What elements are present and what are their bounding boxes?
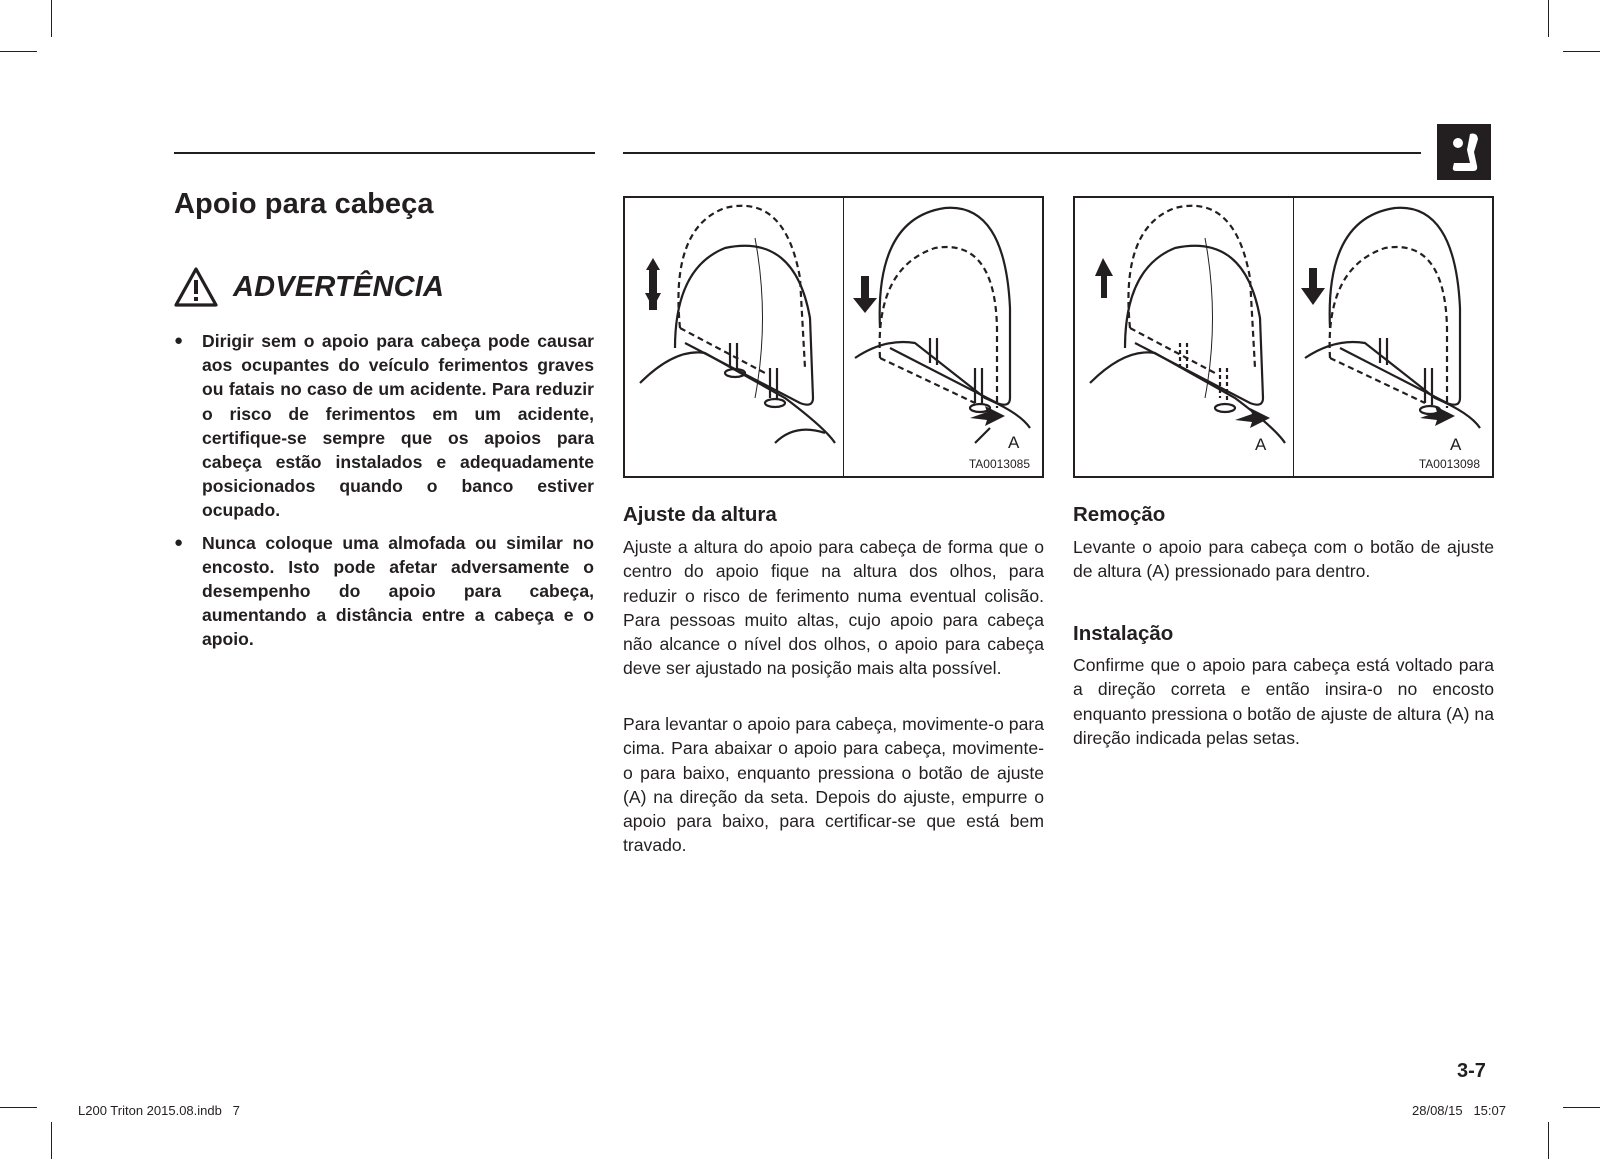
figure-code: TA0013098 <box>1418 457 1480 471</box>
figure-code: TA0013085 <box>968 457 1030 471</box>
crop-mark <box>51 0 52 37</box>
warning-title: ADVERTÊNCIA <box>233 270 445 303</box>
figure-removal-installation <box>1073 196 1494 478</box>
warning-triangle-icon <box>173 266 219 308</box>
height-adjust-paragraph: Ajuste a altura do apoio para cabeça de forma que o centro do apoio fique na altura dos olhos, para reduzir o risco de ferimento numa eventual colisão. Para pessoas muito altas, cujo apoio para cabeça não alcance o nível dos olhos, o apoio para cabeça deve ser ajustado na posição mais alta possível. <box>623 537 1044 679</box>
footer-datetime: 28/08/15 15:07 <box>1412 1103 1506 1118</box>
installation-paragraph: Confirme que o apoio para cabeça está voltado para a direção correta e então insira-o no encosto enquanto pressiona o botão de ajuste de altura (A) na direção indicada pelas setas. <box>1073 655 1494 748</box>
figure-label-a: A <box>1008 433 1020 452</box>
installation-heading: Instalação <box>1073 622 1174 645</box>
height-adjust-heading: Ajuste da altura <box>623 503 777 526</box>
headrest-illustration <box>625 198 1042 476</box>
page-number: 3-7 <box>1457 1060 1486 1082</box>
crop-mark <box>1563 51 1600 52</box>
removal-heading: Remoção <box>1073 503 1166 526</box>
figure-height-adjust <box>623 196 1044 478</box>
header-rule-right <box>623 152 1421 154</box>
footer-file: L200 Triton 2015.08.indb 7 <box>78 1103 240 1118</box>
crop-mark <box>1548 0 1549 37</box>
figure-label-a: A <box>1450 435 1462 454</box>
crop-mark <box>1548 1122 1549 1159</box>
bullet-icon: ● <box>174 332 184 349</box>
header-rule-left <box>174 152 595 154</box>
warning-item: ● Dirigir sem o apoio para cabeça pode causar aos ocupantes do veículo ferimentos graves ou fatais no caso de um acidente. Para reduzir o risco de ferimentos em um acidente, certifique-se sempre que os apoios para cabeça estão instalados e adequadamente posicionados quando o banco estiver ocupado. <box>174 331 594 521</box>
warning-item: ● Nunca coloque uma almofada ou similar no encosto. Isto pode afetar adversamente o desempenho do apoio para cabeça, aumentando a distância entre a cabeça e o apoio. <box>174 532 594 650</box>
crop-mark <box>51 1122 52 1159</box>
page-title: Apoio para cabeça <box>174 188 434 220</box>
seat-headrest-icon <box>1437 124 1491 180</box>
headrest-illustration <box>1075 198 1492 476</box>
figure-label-a: A <box>1255 435 1267 454</box>
bullet-icon: ● <box>174 533 184 551</box>
warning-list <box>174 329 594 660</box>
crop-mark <box>1563 1107 1600 1108</box>
crop-mark <box>0 1107 37 1108</box>
removal-paragraph: Levante o apoio para cabeça com o botão de ajuste de altura (A) pressionado para dentro. <box>1073 537 1494 582</box>
crop-mark <box>0 51 37 52</box>
height-adjust-paragraph: Para levantar o apoio para cabeça, movimente-o para cima. Para abaixar o apoio para cabeça, movimente-o para baixo, enquanto pressiona o botão de ajuste (A) na direção da seta. Depois do ajuste, empurre o apoio para baixo, para certificar-se que está bem travado. <box>623 714 1044 856</box>
warning-heading <box>173 266 444 308</box>
